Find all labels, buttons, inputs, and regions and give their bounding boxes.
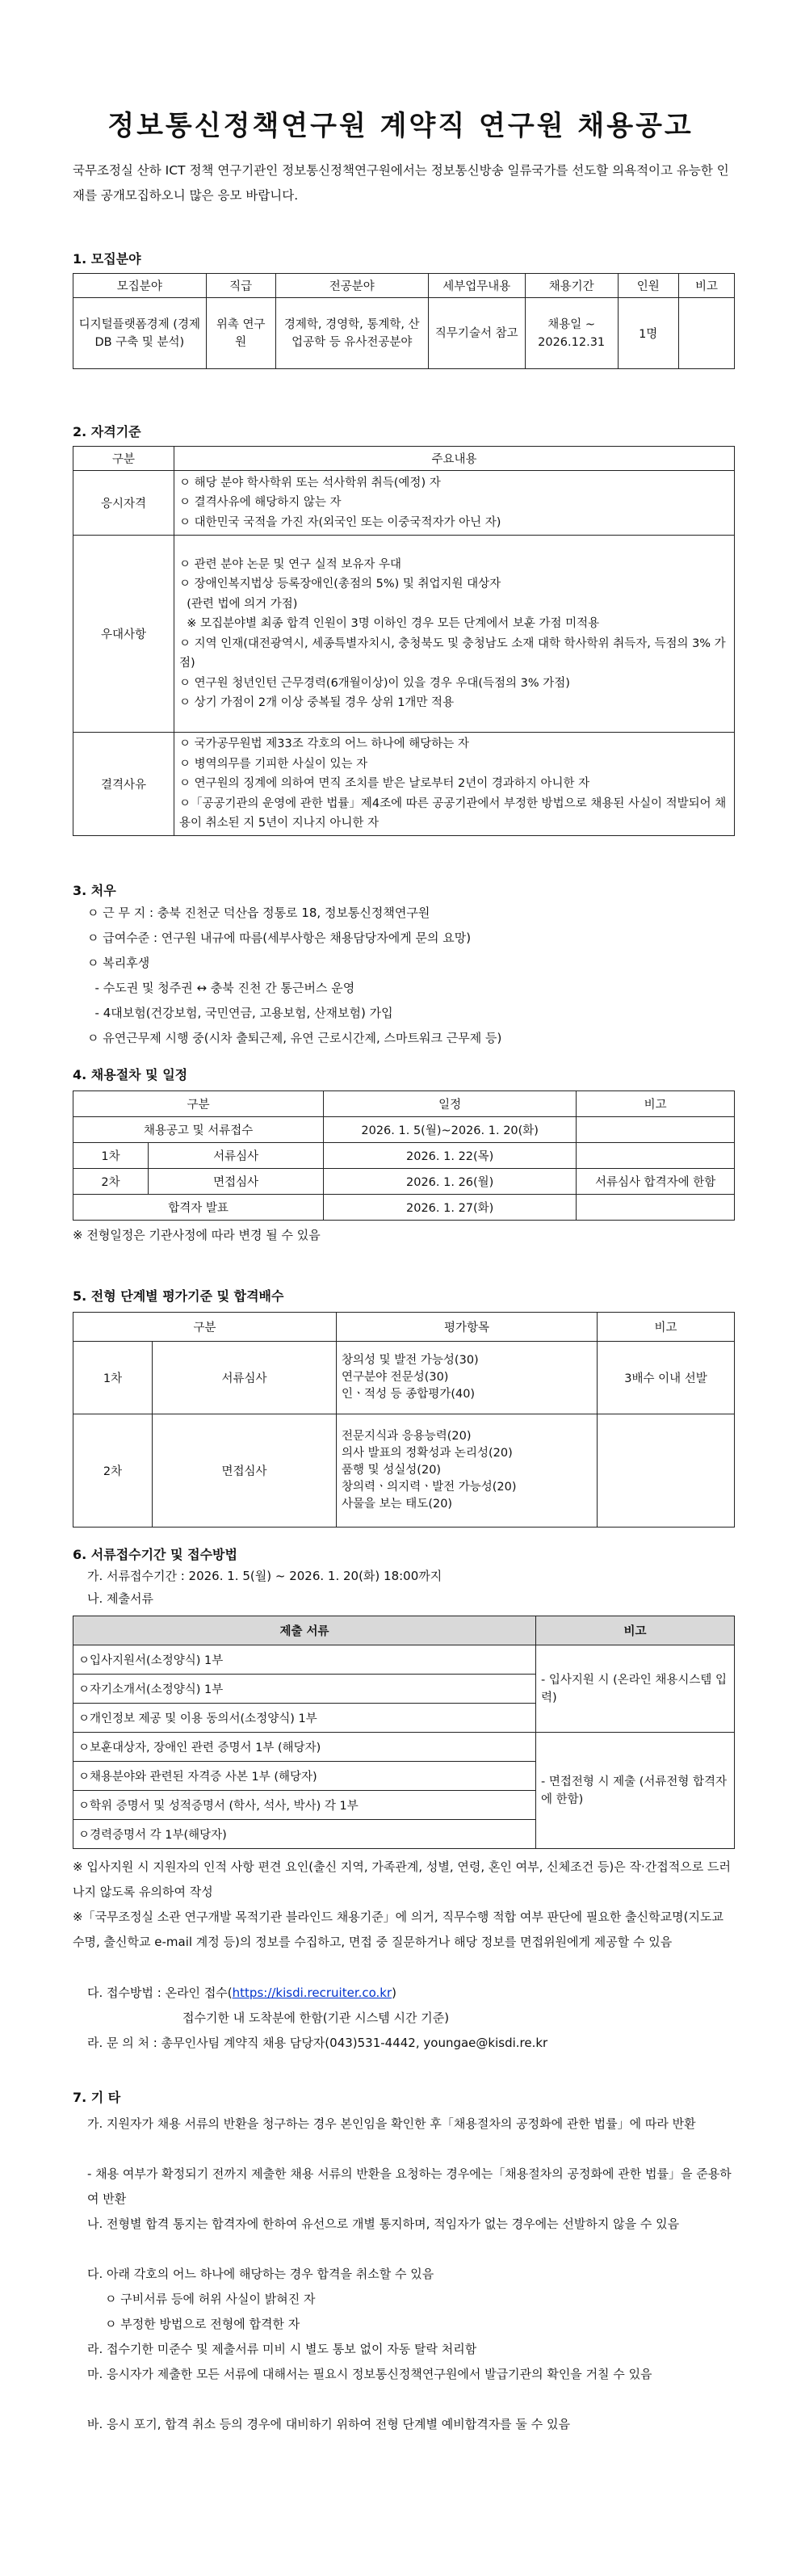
eval-round: 1차 bbox=[73, 1342, 153, 1414]
eval-note bbox=[598, 1414, 735, 1528]
disq-label: 결격사유 bbox=[73, 733, 174, 836]
count-cell: 1명 bbox=[618, 298, 678, 369]
eval-step: 면접심사 bbox=[153, 1414, 337, 1528]
eval-item: 창의력ㆍ의지력ㆍ발전 가능성(20) bbox=[342, 1481, 517, 1494]
documents-table bbox=[73, 1616, 735, 1849]
qual-item: ㅇ 결격사유에 해당하지 않는 자 bbox=[179, 496, 342, 510]
header-cell: 구분 bbox=[73, 1091, 324, 1117]
qual-item: ㅇ 해당 분야 학사학위 또는 석사학위 취득(예정) 자 bbox=[179, 476, 441, 490]
pref-item: ※ 모집분야별 최종 합격 인원이 3명 이하인 경우 모든 단계에서 보훈 가점 미적용 bbox=[179, 617, 600, 630]
eval-item: 연구분야 전문성(30) bbox=[342, 1371, 449, 1384]
document-item: ㅇ경력증명서 각 1부(해당자) bbox=[73, 1820, 536, 1849]
pref-item: ㅇ 상기 가점이 2개 이상 중복될 경우 상위 1개만 적용 bbox=[179, 696, 455, 709]
misc-item: 다. 아래 각호의 어느 하나에 해당하는 경우 합격을 취소할 수 있음 bbox=[87, 2267, 434, 2281]
section-7-heading: 7. 기 타 bbox=[73, 2090, 121, 2105]
header-cell: 채용기간 bbox=[525, 274, 618, 298]
rank-cell: 위촉 연구원 bbox=[206, 298, 275, 369]
header-cell: 모집분야 bbox=[73, 274, 207, 298]
field-cell: 디지털플랫폼경제 (경제DB 구축 및 분석) bbox=[73, 298, 207, 369]
application-period: 가. 서류접수기간 : 2026. 1. 5(월) ~ 2026. 1. 20(화) 18:00까지 bbox=[87, 1569, 442, 1583]
misc-item: 라. 접수기한 미준수 및 제출서류 미비 시 별도 통보 없이 자동 탈락 처리함 bbox=[87, 2342, 477, 2356]
section-3-heading: 3. 처우 bbox=[73, 883, 116, 898]
pref-label: 우대사항 bbox=[73, 536, 174, 733]
document-item: ㅇ자기소개서(소정양식) 1부 bbox=[73, 1675, 536, 1704]
schedule-note bbox=[577, 1143, 735, 1169]
schedule-footnote: ※ 전형일정은 기관사정에 따라 변경 될 수 있음 bbox=[73, 1228, 321, 1242]
header-cell: 직급 bbox=[206, 274, 275, 298]
benefit-line: ㅇ 급여수준 : 연구원 내규에 따름(세부사항은 채용담당자에게 문의 요망) bbox=[87, 931, 472, 945]
pref-item: ㅇ 장애인복지법상 등록장애인(총점의 5%) 및 취업지원 대상자 bbox=[179, 578, 501, 590]
schedule-table bbox=[73, 1090, 735, 1221]
schedule-note: 서류심사 합격자에 한함 bbox=[577, 1169, 735, 1195]
pref-item: ㅇ 연구원 청년인턴 근무경력(6개월이상)이 있을 경우 우대(득점의 3% 가점) bbox=[179, 676, 570, 690]
documents-label: 나. 제출서류 bbox=[87, 1591, 153, 1606]
schedule-step: 채용공고 및 서류접수 bbox=[73, 1117, 324, 1143]
misc-item: 마. 응시자가 제출한 모든 서류에 대해서는 필요시 정보통신정책연구원에서 발급기관의 확인을 거칠 수 있음 bbox=[87, 2367, 652, 2381]
header-cell: 제출 서류 bbox=[73, 1616, 536, 1645]
page-title: 정보통신정책연구원 계약직 연구원 채용공고 bbox=[107, 110, 694, 142]
pref-item: ㅇ 지역 인재(대전광역시, 세종특별자치시, 충청북도 및 충청남도 소재 대학 학사학위 취득자, 득점의 3% 가점) bbox=[179, 637, 726, 670]
intro-text: 국무조정실 산하 ICT 정책 연구기관인 정보통신정책연구원에서는 정보통신방송 일류국가를 선도할 의욕적이고 유능한 인재를 공개모집하오니 많은 응모 바랍니다. bbox=[73, 163, 729, 203]
method-suffix: ) bbox=[392, 1986, 397, 2000]
qualification-table bbox=[73, 446, 735, 836]
note-cell bbox=[678, 298, 734, 369]
period-cell: 채용일 ~ 2026.12.31 bbox=[525, 298, 618, 369]
evaluation-table bbox=[73, 1312, 735, 1528]
qual-item: ㅇ 대한민국 국적을 가진 자(외국인 또는 이중국적자가 아닌 자) bbox=[179, 515, 501, 529]
header-cell: 전공분야 bbox=[275, 274, 428, 298]
disq-item: ㅇ「공공기관의 운영에 관한 법률」제4조에 따른 공공기관에서 부정한 방법으로 채용된 사실이 적발되어 채용이 취소된 지 5년이 지나지 아니한 자 bbox=[179, 796, 727, 830]
misc-item: ㅇ 부정한 방법으로 전형에 합격한 자 bbox=[105, 2317, 300, 2331]
benefit-line: ㅇ 복리후생 bbox=[87, 956, 150, 970]
schedule-round: 1차 bbox=[73, 1143, 149, 1169]
schedule-date: 2026. 1. 5(월)~2026. 1. 20(화) bbox=[324, 1117, 577, 1143]
benefit-line: - 수도권 및 청주권 ↔ 충북 진천 간 통근버스 운영 bbox=[87, 981, 355, 995]
document-item: ㅇ채용분야와 관련된 자격증 사본 1부 (해당자) bbox=[73, 1762, 536, 1791]
document-item: ㅇ보훈대상자, 장애인 관련 증명서 1부 (해당자) bbox=[73, 1733, 536, 1762]
duty-cell: 직무기술서 참고 bbox=[428, 298, 525, 369]
benefit-line: ㅇ 유연근무제 시행 중(시차 출퇴근제, 유연 근로시간제, 스마트워크 근무제 등) bbox=[87, 1031, 502, 1045]
misc-item: 나. 전형별 합격 통지는 합격자에 한하여 유선으로 개별 통지하며, 적임자가 없는 경우에는 선발하지 않을 수 있음 bbox=[87, 2217, 680, 2231]
header-cell: 구분 bbox=[73, 447, 174, 471]
header-cell: 인원 bbox=[618, 274, 678, 298]
disq-item: ㅇ 국가공무원법 제33조 각호의 어느 하나에 해당하는 자 bbox=[179, 738, 469, 751]
document-item: ㅇ입사지원서(소정양식) 1부 bbox=[73, 1645, 536, 1675]
header-cell: 구분 bbox=[73, 1313, 337, 1342]
document-item: ㅇ개인정보 제공 및 이용 동의서(소정양식) 1부 bbox=[73, 1704, 536, 1733]
schedule-step: 면접심사 bbox=[149, 1169, 324, 1195]
schedule-note bbox=[577, 1195, 735, 1221]
misc-item: 바. 응시 포기, 합격 취소 등의 경우에 대비하기 위하여 전형 단계별 예비합격자를 둘 수 있음 bbox=[87, 2417, 570, 2431]
header-cell: 비고 bbox=[536, 1616, 735, 1645]
header-cell: 주요내용 bbox=[174, 447, 735, 471]
header-cell: 비고 bbox=[678, 274, 734, 298]
eval-item: 전문지식과 응용능력(20) bbox=[342, 1430, 472, 1443]
major-cell: 경제학, 경영학, 통계학, 산업공학 등 유사전공분야 bbox=[275, 298, 428, 369]
eval-item: 의사 발표의 정확성과 논리성(20) bbox=[342, 1447, 513, 1460]
method-prefix: 다. 접수방법 : 온라인 접수( bbox=[87, 1986, 233, 2000]
schedule-date: 2026. 1. 22(목) bbox=[324, 1143, 577, 1169]
section-4-heading: 4. 채용절차 및 일정 bbox=[73, 1067, 188, 1082]
schedule-note bbox=[577, 1117, 735, 1143]
eval-item: 품행 및 성실성(20) bbox=[342, 1464, 442, 1477]
schedule-date: 2026. 1. 27(화) bbox=[324, 1195, 577, 1221]
schedule-round: 2차 bbox=[73, 1169, 149, 1195]
eval-step: 서류심사 bbox=[153, 1342, 337, 1414]
schedule-step: 합격자 발표 bbox=[73, 1195, 324, 1221]
qual-label: 응시자격 bbox=[73, 471, 174, 536]
disq-item: ㅇ 연구원의 징계에 의하여 면직 조치를 받은 날로부터 2년이 경과하지 아니한 자 bbox=[179, 777, 590, 791]
pref-item: ㅇ 관련 분야 논문 및 연구 실적 보유자 우대 bbox=[179, 557, 401, 571]
misc-item: - 채용 여부가 확정되기 전까지 제출한 채용 서류의 반환을 요청하는 경우에는「채용절차의 공정화에 관한 법률」을 준용하여 반환 bbox=[87, 2166, 732, 2206]
disq-item: ㅇ 병역의무를 기피한 사실이 있는 자 bbox=[179, 757, 368, 771]
method-sub: 접수기한 내 도착분에 한함(기관 시스템 시간 기준) bbox=[182, 2011, 450, 2025]
eval-item: 인ㆍ적성 등 종합평가(40) bbox=[342, 1388, 476, 1401]
header-cell: 세부업무내용 bbox=[428, 274, 525, 298]
recruit-field-table bbox=[73, 273, 735, 369]
eval-item: 사물을 보는 태도(20) bbox=[342, 1498, 453, 1511]
section-1-heading: 1. 모집분야 bbox=[73, 251, 141, 267]
benefits-list bbox=[87, 901, 733, 1051]
misc-item: 가. 지원자가 채용 서류의 반환을 청구하는 경우 본인임을 확인한 후「채용절차의 공정화에 관한 법률」에 따라 반환 bbox=[87, 2116, 696, 2131]
eval-note: 3배수 이내 선발 bbox=[598, 1342, 735, 1414]
benefit-line: ㅇ 근 무 지 : 충북 진천군 덕산읍 정통로 18, 정보통신정책연구원 bbox=[87, 906, 430, 920]
section-2-heading: 2. 자격기준 bbox=[73, 424, 141, 439]
eval-round: 2차 bbox=[73, 1414, 153, 1528]
eval-item: 창의성 및 발전 가능성(30) bbox=[342, 1354, 479, 1367]
header-cell: 평가항목 bbox=[337, 1313, 598, 1342]
section-6-heading: 6. 서류접수기간 및 접수방법 bbox=[73, 1547, 237, 1562]
pref-item: (관련 법에 의거 가점) bbox=[179, 597, 298, 611]
blind-hiring-note: ※ 입사지원 시 지원자의 인적 사항 편견 요인(출신 지역, 가족관계, 성별, 연령, 혼인 여부, 신체조건 등)은 작·간접적으로 드러나지 않도록 유의하여 작성 bbox=[73, 1860, 731, 1899]
header-cell: 비고 bbox=[598, 1313, 735, 1342]
document-note: - 입사지원 시 (온라인 채용시스템 입력) bbox=[536, 1645, 735, 1733]
header-cell: 비고 bbox=[577, 1091, 735, 1117]
section-5-heading: 5. 전형 단계별 평가기준 및 합격배수 bbox=[73, 1288, 284, 1304]
school-info-note: ※「국무조정실 소관 연구개발 목적기관 블라인드 채용기준」에 의거, 직무수행 적합 여부 판단에 필요한 출신학교명(지도교수명, 출신학교 e-mail 계정 등)의 정보를 수집하고, 면접 중 질문하거나 해당 정보를 면접위원에게 제공할 수 있음 bbox=[73, 1910, 723, 1949]
schedule-step: 서류심사 bbox=[149, 1143, 324, 1169]
header-cell: 일정 bbox=[324, 1091, 577, 1117]
misc-item: ㅇ 구비서류 등에 허위 사실이 밝혀진 자 bbox=[105, 2292, 316, 2306]
document-note: - 면접전형 시 제출 (서류전형 합격자에 한함) bbox=[536, 1733, 735, 1849]
document-item: ㅇ학위 증명서 및 성적증명서 (학사, 석사, 박사) 각 1부 bbox=[73, 1791, 536, 1820]
schedule-date: 2026. 1. 26(월) bbox=[324, 1169, 577, 1195]
benefit-line: - 4대보험(건강보험, 국민연금, 고용보험, 산재보험) 가입 bbox=[87, 1006, 393, 1020]
contact-info: 라. 문 의 처 : 총무인사팀 계약직 채용 담당자(043)531-4442, youngae@kisdi.re.kr bbox=[87, 2036, 548, 2050]
application-method bbox=[87, 1981, 396, 2006]
recruit-link[interactable]: https://kisdi.recruiter.co.kr bbox=[232, 1986, 392, 2000]
